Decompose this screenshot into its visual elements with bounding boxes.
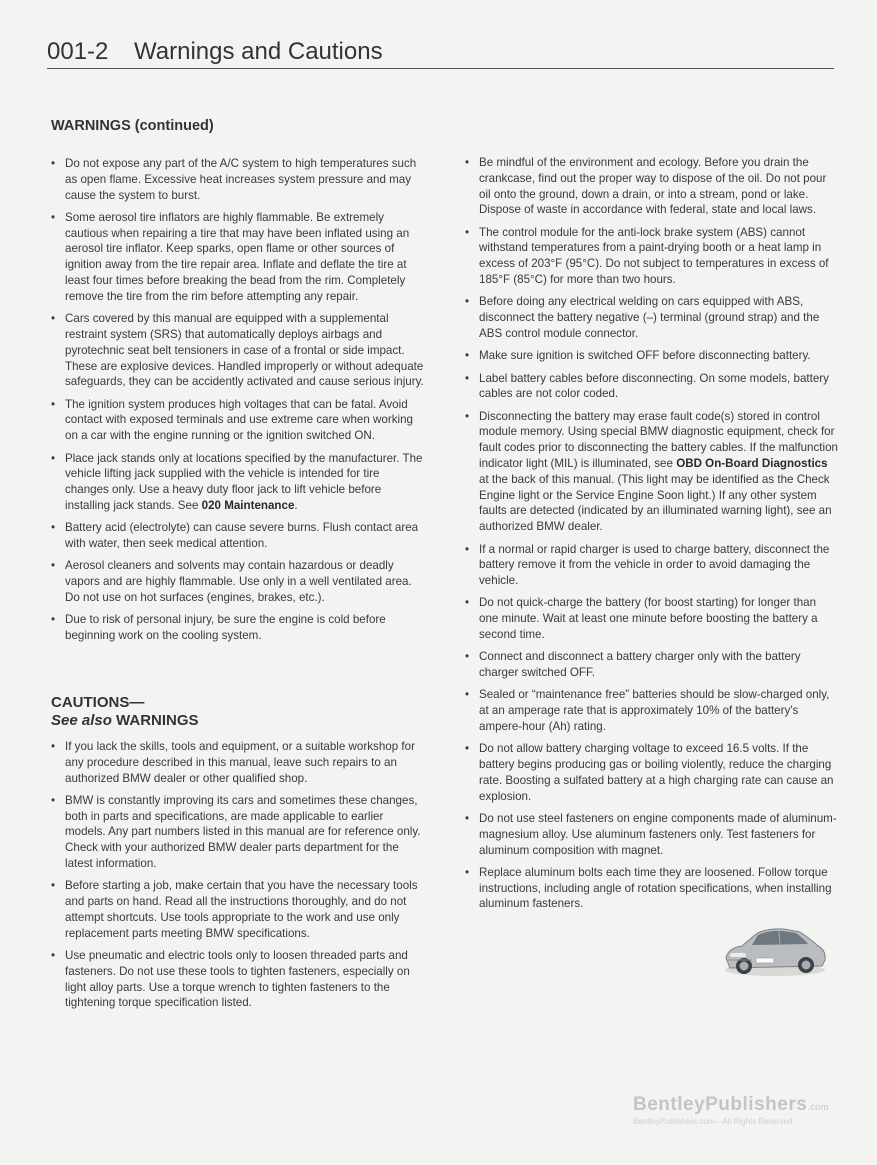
caution-item: • Before doing any electrical welding on cars equipped with ABS, disconnect the battery negative (–) terminal (ground strap) and the ABS control module connector. (465, 295, 820, 340)
bullet-icon: • (51, 451, 56, 465)
car-illustration-icon (722, 920, 828, 978)
bullet-icon: • (465, 865, 470, 879)
caution-item: • Use pneumatic and electric tools only to loosen threaded parts and fasteners. Do not use these tools to tighten fasteners, especially on light alloy parts. Use a torque wrench to tighten fasteners to the tightening torque specification listed. (51, 949, 410, 1010)
cautions-list-right (463, 155, 838, 919)
publisher-tagline: BentleyPublishers.com—All Rights Reserved (633, 1117, 793, 1126)
caution-item: • Before starting a job, make certain that you have the necessary tools and parts on hand. Read all the instructions thoroughly, and do not attempt shortcuts. Use tools appropriate to the work and use only replacement parts meeting BMW specifications. (51, 879, 418, 940)
caution-item: • Disconnecting the battery may erase fault code(s) stored in control module memory. Using special BMW diagnostic equipment, check for fault codes prior to disconnecting the battery cables. If the malfunction indicator light (MIL) is illuminated, see OBD On-Board Diagnostics at the back of this manual. (This light may be identified as the Check Engine light or the Service Engine Soon light.) If any other system faults are detected (indicated by an illuminated warning light), see an authorized BMW dealer. (465, 409, 838, 534)
cross-reference: 020 Maintenance (201, 498, 295, 512)
caution-item: • Sealed or “maintenance free” batteries should be slow-charged only, at an amperage rate that is approximately 10% of the battery's ampere-hour (Ah) rating. (465, 688, 830, 733)
bullet-icon: • (465, 349, 470, 363)
caution-item: • Label battery cables before disconnecting. On some models, battery cables are not color coded. (465, 371, 829, 401)
bullet-icon: • (51, 740, 56, 753)
caution-item: • Do not allow battery charging voltage to exceed 16.5 volts. If the battery begins producing gas or boiling violently, reduce the charging rate. Boosting a sulfated battery at a high charging rate can cause an explosion. (465, 742, 834, 803)
publisher-logo-text: BentleyPublishers (633, 1094, 808, 1115)
bullet-icon: • (465, 650, 470, 664)
bullet-icon: • (51, 312, 56, 326)
bullet-icon: • (51, 879, 56, 893)
warning-item: • Some aerosol tire inflators are highly flammable. Be extremely cautious when repairing a tire that may have been inflated using an aerosol tire inflator. Keep sparks, open flame or other sources of ignition away from the tire repair area. Inflate and deflate the tire at least four times before breaking the bead from the rim. Completely remove the tire from the rim before attempting any repair. (51, 210, 410, 303)
publisher-logo (633, 1094, 829, 1116)
page-header (47, 36, 834, 69)
bullet-icon: • (51, 521, 56, 535)
bullet-icon: • (465, 742, 470, 756)
bullet-icon: • (51, 949, 56, 963)
bullet-icon: • (465, 688, 470, 702)
page-title: Warnings and Cautions (134, 38, 383, 65)
caution-item: • BMW is constantly improving its cars and sometimes these changes, both in parts and specifications, are made applicable to earlier models. Any part numbers listed in this manual are for reference only. Check with your authorized BMW dealer parts department for the latest information. (51, 793, 421, 871)
page-number: 001-2 (47, 38, 109, 65)
see-also-ref: WARNINGS (116, 712, 199, 729)
warnings-list (49, 156, 425, 650)
bullet-icon: • (51, 397, 56, 411)
see-also-prefix: See also (51, 712, 112, 729)
bullet-icon: • (51, 559, 56, 573)
caution-item: • Make sure ignition is switched OFF before disconnecting battery. (465, 349, 811, 363)
bullet-icon: • (465, 156, 470, 169)
warnings-heading: WARNINGS (continued) (51, 118, 214, 134)
caution-item: • Do not quick-charge the battery (for boost starting) for longer than one minute. Wait at least one minute before boosting the battery a second time. (465, 596, 818, 642)
bullet-icon: • (465, 295, 470, 309)
caution-item: • The control module for the anti-lock brake system (ABS) cannot withstand temperatures from a paint-drying booth or a heat lamp in excess of 203°F (95°C). Do not subject to temperatures in excess of 185°F (85°C) for more than two hours. (465, 225, 829, 287)
bullet-icon: • (51, 210, 56, 224)
warning-item: • Due to risk of personal injury, be sure the engine is cold before beginning work on the cooling system. (51, 613, 386, 643)
cautions-see-also (51, 712, 199, 729)
bullet-icon: • (51, 157, 56, 170)
warning-item: • Battery acid (electrolyte) can cause severe burns. Flush contact area with water, then seek medical attention. (51, 521, 419, 551)
warning-item: • Place jack stands only at locations specified by the manufacturer. The vehicle lifting jack supplied with the vehicle is intended for tire changes only. Use a heavy duty floor jack to lift vehicle before installing jack stands. See 020 Maintenance. (51, 451, 423, 512)
publisher-logo-suffix: .com (807, 1102, 829, 1112)
bullet-icon: • (465, 811, 470, 825)
warning-item: • Aerosol cleaners and solvents may contain hazardous or deadly vapors and are highly flammable. Use only in a well ventilated area. Do not use on hot surfaces (engines, brakes, etc.). (51, 559, 412, 604)
cross-reference: OBD On-Board Diagnostics (676, 457, 828, 471)
bullet-icon: • (465, 542, 470, 556)
caution-item: • If a normal or rapid charger is used to charge battery, disconnect the battery remove it from the vehicle in order to avoid damaging the vehicle. (465, 542, 830, 588)
bullet-icon: • (465, 409, 470, 423)
bullet-icon: • (465, 371, 470, 385)
cautions-list-left (49, 739, 425, 1018)
caution-item: • Replace aluminum bolts each time they are loosened. Follow torque instructions, including angle of rotation specifications, when installing aluminum fasteners. (465, 865, 832, 911)
caution-item: • Do not use steel fasteners on engine components made of aluminum-magnesium alloy. Use aluminum fasteners only. Test fasteners for aluminum composition with magnet. (465, 811, 837, 857)
warning-item: • The ignition system produces high voltages that can be fatal. Avoid contact with exposed terminals and use extreme care when working on a car with the engine running or the ignition switched ON. (51, 397, 413, 443)
caution-item: • Be mindful of the environment and ecology. Before you drain the crankcase, find out the proper way to dispose of the oil. Do not pour oil onto the ground, down a drain, or into a stream, pond or lake. Dispose of waste in accordance with federal, state and local laws. (465, 156, 827, 217)
caution-item: • If you lack the skills, tools and equipment, or a suitable workshop for any procedure described in this manual, leave such repairs to an authorized BMW dealer or other qualified shop. (51, 740, 415, 785)
bullet-icon: • (51, 613, 56, 627)
warning-item: • Do not expose any part of the A/C system to high temperatures such as open flame. Excessive heat increases system pressure and may cause the system to burst. (51, 157, 417, 202)
cautions-heading: CAUTIONS— (51, 694, 145, 711)
bullet-icon: • (465, 596, 470, 610)
caution-item: • Connect and disconnect a battery charger only with the battery charger switched OFF. (465, 650, 801, 680)
bullet-icon: • (51, 793, 56, 807)
warning-item: • Cars covered by this manual are equipped with a supplemental restraint system (SRS) that automatically deploys airbags and pyrotechnic seat belt tensioners in case of a frontal or side impact. These are explosive devices. Handled improperly or without adequate safeguards, they can be accidently activated and cause serious injury. (51, 312, 424, 389)
bullet-icon: • (465, 225, 470, 239)
